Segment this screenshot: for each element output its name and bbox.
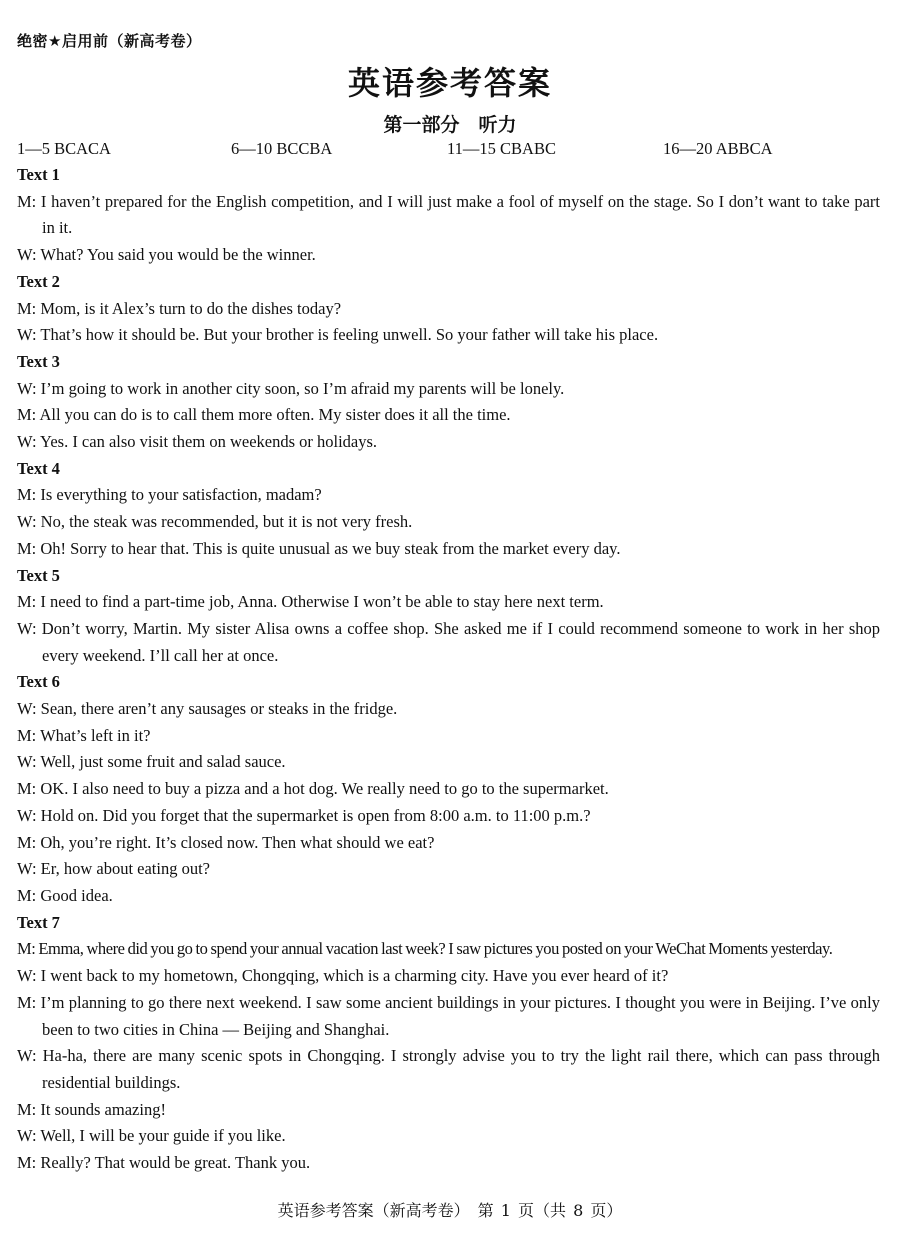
dialogue-line: M: All you can do is to call them more often. My sister does it all the time. <box>17 405 511 425</box>
text-block-2 <box>17 269 880 349</box>
listening-transcript <box>17 162 880 1177</box>
dialogue-line: W: I’m going to work in another city soon, so I’m afraid my parents will be lonely. <box>17 378 565 398</box>
dialogue-line: W: Sean, there aren’t any sausages or steaks in the fridge. <box>17 699 398 719</box>
section-title: 第一部分 听力 <box>383 114 517 136</box>
dialogue-line: M: What’s left in it? <box>17 725 151 745</box>
dialogue-line: M: Good idea. <box>17 885 113 905</box>
text-heading: Text 5 <box>17 565 60 585</box>
dialogue-line: M: Oh! Sorry to hear that. This is quite unusual as we buy steak from the market every day. <box>17 538 621 558</box>
answer-group-3: 11—15 CBABC <box>447 139 556 158</box>
text-heading: Text 6 <box>17 672 60 692</box>
text-block-6 <box>17 669 880 909</box>
dialogue-line: W: Er, how about eating out? <box>17 859 211 879</box>
dialogue-line: W: Yes. I can also visit them on weekends or holidays. <box>17 432 378 452</box>
text-heading: Text 7 <box>17 912 60 932</box>
dialogue-line: W: Ha-ha, there are many scenic spots in Chongqing. I strongly advise you to try the light rail there, which can pass through residential buildings. <box>17 1046 880 1092</box>
dialogue-line: M: Really? That would be great. Thank you. <box>17 1153 311 1173</box>
page-title: 英语参考答案 <box>347 64 552 102</box>
answer-group-2: 6—10 BCCBA <box>231 139 333 158</box>
dialogue-line: M: I need to find a part-time job, Anna. Otherwise I won’t be able to stay here next term. <box>17 592 604 612</box>
text-block-4 <box>17 456 880 563</box>
answer-group-4: 16—20 ABBCA <box>663 139 773 158</box>
dialogue-line: W: Don’t worry, Martin. My sister Alisa owns a coffee shop. She asked me if I could recommend someone to work in her shop every weekend. I’ll call her at once. <box>17 618 880 665</box>
dialogue-line: W: What? You said you would be the winner. <box>17 245 316 265</box>
dialogue-line: W: Well, I will be your guide if you like. <box>17 1126 286 1146</box>
text-block-3 <box>17 349 880 456</box>
dialogue-line: M: Is everything to your satisfaction, madam? <box>17 485 322 505</box>
secrecy-label: 绝密★启用前（新高考卷） <box>17 32 202 50</box>
text-block-7 <box>17 910 880 1177</box>
text-heading: Text 2 <box>17 271 60 291</box>
dialogue-line: M: It sounds amazing! <box>17 1099 166 1119</box>
text-block-1 <box>17 162 880 269</box>
dialogue-line: W: I went back to my hometown, Chongqing, which is a charming city. Have you ever heard of it? <box>17 966 669 986</box>
dialogue-line: M: I’m planning to go there next weekend. I saw some ancient buildings in your pictures. I thought you were in Beijing. I’ve only been to two cities in China — Beijing and Shanghai. <box>17 992 880 1039</box>
dialogue-line: W: Well, just some fruit and salad sauce. <box>17 752 286 772</box>
text-heading: Text 4 <box>17 458 60 478</box>
text-heading: Text 3 <box>17 351 60 371</box>
page-footer: 英语参考答案（新高考卷） 第 1 页（共 8 页） <box>277 1201 623 1220</box>
dialogue-line: W: That’s how it should be. But your brother is feeling unwell. So your father will take his place. <box>17 325 659 345</box>
text-block-5 <box>17 563 880 670</box>
dialogue-line: M: OK. I also need to buy a pizza and a hot dog. We really need to go to the supermarket. <box>17 779 609 799</box>
dialogue-line: M: Mom, is it Alex’s turn to do the dishes today? <box>17 298 342 318</box>
answer-group-1: 1—5 BCACA <box>17 139 111 158</box>
answer-row <box>17 139 883 161</box>
dialogue-line: M: Emma, where did you go to spend your annual vacation last week? I saw pictures you posted on your WeChat Moments yesterday. <box>17 939 833 959</box>
dialogue-line: M: Oh, you’re right. It’s closed now. Then what should we eat? <box>17 832 435 852</box>
text-heading: Text 1 <box>17 165 60 184</box>
dialogue-line: W: No, the steak was recommended, but it is not very fresh. <box>17 512 413 532</box>
dialogue-line: M: I haven’t prepared for the English competition, and I will just make a fool of myself on the stage. So I don’t want to take part in it. <box>17 191 880 238</box>
dialogue-line: W: Hold on. Did you forget that the supermarket is open from 8:00 a.m. to 11:00 p.m.? <box>17 805 591 825</box>
